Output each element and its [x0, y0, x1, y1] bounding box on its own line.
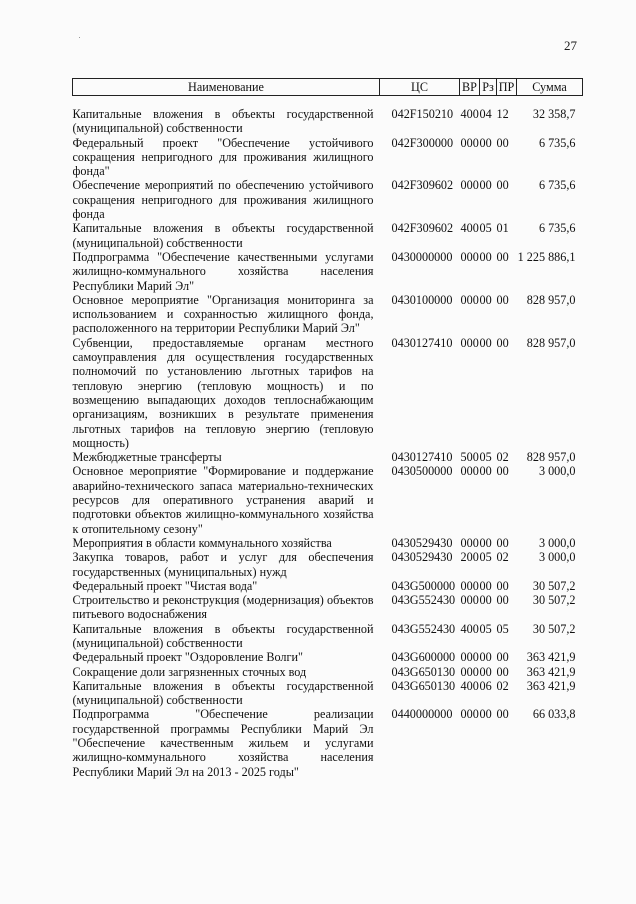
row-vr: 000 — [460, 664, 479, 679]
table-row — [73, 536, 583, 550]
row-rz: 00 — [479, 335, 492, 350]
row-sum: 828 957,0 — [526, 450, 576, 465]
row-rz: 00 — [479, 464, 492, 479]
row-sum: 30 507,2 — [532, 578, 576, 593]
row-rz: 00 — [479, 292, 492, 307]
table-row — [73, 579, 583, 593]
table-row — [73, 707, 583, 778]
row-rz: 05 — [479, 621, 492, 636]
row-sum: 1 225 886,1 — [517, 249, 576, 264]
table-header-row — [73, 79, 583, 96]
row-sum: 6 735,6 — [538, 221, 576, 236]
header-vr: ВР — [460, 79, 480, 96]
row-cs: 042F309602 — [391, 221, 454, 236]
row-rz: 00 — [479, 178, 492, 193]
row-vr: 400 — [460, 221, 479, 236]
row-vr: 000 — [460, 178, 479, 193]
row-sum: 363 421,9 — [526, 664, 576, 679]
row-name: Сокращение доли загрязненных сточных вод — [72, 664, 307, 679]
row-name: Федеральный проект "Оздоровление Волги" — [72, 650, 303, 665]
row-pr: 02 — [496, 550, 509, 565]
row-cs: 0430127410 — [391, 450, 453, 465]
row-vr: 000 — [460, 249, 479, 264]
row-vr: 400 — [460, 678, 479, 693]
row-sum: 6 735,6 — [538, 178, 576, 193]
table-body — [73, 96, 583, 779]
row-pr: 00 — [496, 593, 509, 608]
row-rz: 05 — [479, 550, 492, 565]
row-name: Подпрограмма "Обеспечение качественными услугами жилищно-коммунального хозяйства населения Республики Марий Эл" — [72, 249, 374, 293]
row-name: Федеральный проект "Обеспечение устойчивого сокращения непригодного для проживания жилищного фонда" — [72, 135, 374, 179]
row-vr: 400 — [460, 621, 479, 636]
table-row — [73, 665, 583, 679]
table-row — [73, 464, 583, 535]
row-sum: 363 421,9 — [526, 678, 576, 693]
row-pr: 00 — [496, 578, 509, 593]
table-row — [73, 650, 583, 664]
row-cs: 043G650130 — [391, 678, 456, 693]
row-cs: 043G650130 — [391, 664, 456, 679]
row-pr: 00 — [496, 535, 509, 550]
row-cs: 0430100000 — [391, 292, 453, 307]
row-name: Капитальные вложения в объекты государственной (муниципальной) собственности — [72, 221, 374, 250]
row-pr: 00 — [496, 249, 509, 264]
row-rz: 00 — [479, 135, 492, 150]
row-rz: 00 — [479, 249, 492, 264]
header-pr: ПР — [497, 79, 517, 96]
table-row — [73, 221, 583, 250]
row-cs: 042F300000 — [391, 135, 454, 150]
row-cs: 0440000000 — [391, 707, 453, 722]
row-cs: 043G552430 — [391, 621, 456, 636]
row-cs: 042F309602 — [391, 178, 454, 193]
row-pr: 02 — [496, 450, 509, 465]
table-row — [73, 336, 583, 450]
row-rz: 00 — [479, 578, 492, 593]
table-row — [73, 679, 583, 708]
table-row — [73, 450, 583, 464]
row-cs: 0430500000 — [391, 464, 453, 479]
row-name: Капитальные вложения в объекты государственной (муниципальной) собственности — [72, 107, 374, 136]
row-pr: 00 — [496, 664, 509, 679]
table-row — [73, 622, 583, 651]
row-pr: 00 — [496, 135, 509, 150]
row-pr: 00 — [496, 292, 509, 307]
row-sum: 828 957,0 — [526, 292, 576, 307]
row-pr: 00 — [496, 650, 509, 665]
row-vr: 000 — [460, 707, 479, 722]
header-sum: Сумма — [517, 79, 583, 96]
row-name: Подпрограмма "Обеспечение реализации государственной программы Республики Марий Эл "Обеспечение качественным жильем и услугами жилищно-коммунального хозяйства населения Республики Марий Эл на 2013 - 2025 годы" — [72, 707, 374, 779]
row-pr: 00 — [496, 464, 509, 479]
header-name: Наименование — [73, 79, 380, 96]
row-name: Основное мероприятие "Организация мониторинга за использованием и сохранностью жилищного фонда, расположенного на территории Республики Марий Эл" — [72, 292, 374, 336]
row-cs: 042F150210 — [391, 107, 454, 121]
row-vr: 000 — [460, 650, 479, 665]
row-pr: 00 — [496, 335, 509, 350]
row-pr: 00 — [496, 707, 509, 722]
row-name: Межбюджетные трансферты — [72, 450, 222, 465]
row-sum: 30 507,2 — [532, 621, 576, 636]
row-vr: 000 — [460, 292, 479, 307]
row-name: Закупка товаров, работ и услуг для обеспечения государственных (муниципальных) нужд — [72, 550, 374, 579]
table-row — [73, 293, 583, 336]
header-rz: Рз — [480, 79, 497, 96]
row-cs: 043G500000 — [391, 578, 456, 593]
table-row — [73, 250, 583, 293]
row-pr: 02 — [496, 678, 509, 693]
page-number: 27 — [564, 38, 577, 53]
row-rz: 05 — [479, 450, 492, 465]
row-rz: 04 — [479, 107, 492, 121]
header-cs: ЦС — [380, 79, 460, 96]
table-row — [73, 136, 583, 179]
row-sum: 3 000,0 — [538, 535, 576, 550]
row-vr: 000 — [460, 335, 479, 350]
row-vr: 400 — [460, 107, 479, 121]
row-name: Мероприятия в области коммунального хозяйства — [72, 535, 332, 550]
row-sum: 30 507,2 — [532, 593, 576, 608]
row-rz: 06 — [479, 678, 492, 693]
row-pr: 01 — [496, 221, 509, 236]
row-sum: 66 033,8 — [532, 707, 576, 722]
row-sum: 828 957,0 — [526, 335, 576, 350]
row-sum: 32 358,7 — [532, 107, 576, 121]
row-name: Строительство и реконструкция (модернизация) объектов питьевого водоснабжения — [72, 593, 374, 622]
row-vr: 000 — [460, 135, 479, 150]
row-cs: 0430127410 — [391, 335, 453, 350]
row-pr: 00 — [496, 178, 509, 193]
row-sum: 3 000,0 — [538, 550, 576, 565]
row-rz: 00 — [479, 593, 492, 608]
row-vr: 000 — [460, 535, 479, 550]
row-cs: 043G600000 — [391, 650, 456, 665]
row-cs: 0430000000 — [391, 249, 453, 264]
row-cs: 0430529430 — [391, 550, 453, 565]
table-row — [73, 96, 583, 136]
row-pr: 05 — [496, 621, 509, 636]
table-row — [73, 550, 583, 579]
row-name: Капитальные вложения в объекты государственной (муниципальной) собственности — [72, 621, 374, 650]
row-name: Капитальные вложения в объекты государственной (муниципальной) собственности — [72, 678, 374, 708]
scan-speck — [79, 37, 80, 38]
row-sum: 3 000,0 — [538, 464, 576, 479]
row-pr: 12 — [496, 107, 509, 121]
row-sum: 6 735,6 — [538, 135, 576, 150]
row-vr: 000 — [460, 464, 479, 479]
row-rz: 00 — [479, 707, 492, 722]
row-vr: 000 — [460, 593, 479, 608]
row-vr: 200 — [460, 550, 479, 565]
row-name: Субвенции, предоставляемые органам местного самоуправления для осуществления государственных полномочий по установлению льготных тарифов на тепловую энергию (тепловую мощность) и по возмещению выпадающих доходов теплоснабжающим организациям, возникших в результате применения льготных тарифов на тепловую энергию (тепловую мощность) — [72, 335, 374, 450]
row-sum: 363 421,9 — [526, 650, 576, 665]
row-rz: 00 — [479, 650, 492, 665]
row-vr: 500 — [460, 450, 479, 465]
row-name: Основное мероприятие "Формирование и поддержание аварийно-технического запаса материально-технических ресурсов для оперативного устранения аварий и подготовки объектов жилищно-коммунального хозяйства к отопительному сезону" — [72, 464, 374, 536]
row-name: Федеральный проект "Чистая вода" — [72, 578, 258, 593]
row-rz: 05 — [479, 221, 492, 236]
row-cs: 0430529430 — [391, 535, 453, 550]
budget-table — [72, 78, 583, 779]
row-vr: 000 — [460, 578, 479, 593]
table-row — [73, 593, 583, 622]
row-name: Обеспечение мероприятий по обеспечению устойчивого сокращения непригодного для проживания жилищного фонда — [72, 178, 374, 222]
row-rz: 00 — [479, 535, 492, 550]
row-rz: 00 — [479, 664, 492, 679]
table-row — [73, 178, 583, 221]
row-cs: 043G552430 — [391, 593, 456, 608]
